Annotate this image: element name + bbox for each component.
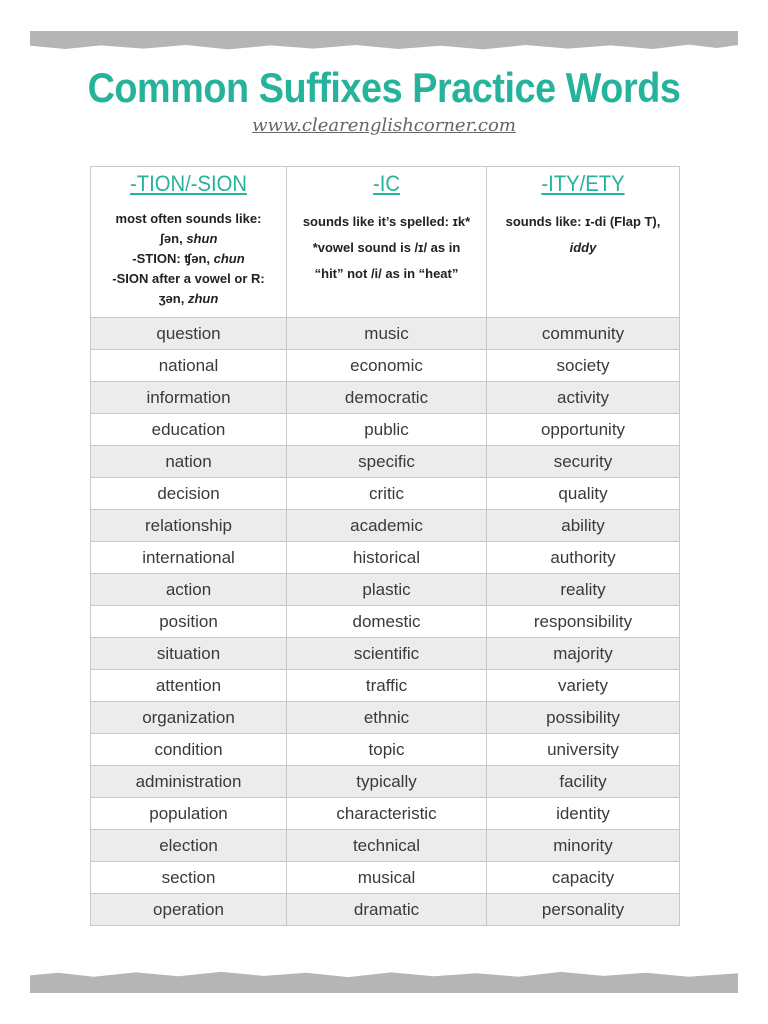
pronunciation-note [487, 209, 679, 261]
note-line: sounds like: ɪ-di (Flap T), [505, 214, 661, 229]
word-cell: reality [487, 574, 680, 606]
word-cell: historical [287, 542, 487, 574]
table-row [91, 734, 680, 766]
page-title: Common Suffixes Practice Words [87, 64, 681, 111]
word-cell: characteristic [287, 798, 487, 830]
word-cell: question [91, 318, 287, 350]
word-cell: musical [287, 862, 487, 894]
table-row [91, 318, 680, 350]
word-cell: international [91, 542, 287, 574]
table-row [91, 638, 680, 670]
word-cell: public [287, 414, 487, 446]
word-cell: decision [91, 478, 287, 510]
website-link[interactable]: www.clearenglishcorner.com [252, 115, 516, 136]
table-row [91, 606, 680, 638]
word-cell: scientific [287, 638, 487, 670]
word-rows [91, 318, 680, 926]
note-line: iddy [569, 240, 597, 255]
pronunciation-note [91, 209, 286, 309]
word-cell: academic [287, 510, 487, 542]
word-cell: dramatic [287, 894, 487, 926]
word-cell: information [91, 382, 287, 414]
word-cell: topic [287, 734, 487, 766]
word-cell: domestic [287, 606, 487, 638]
table-row [91, 894, 680, 926]
table-row [91, 574, 680, 606]
word-cell: traffic [287, 670, 487, 702]
word-cell: position [91, 606, 287, 638]
table-row [91, 862, 680, 894]
word-cell: activity [487, 382, 680, 414]
word-cell: ability [487, 510, 680, 542]
word-cell: security [487, 446, 680, 478]
word-cell: majority [487, 638, 680, 670]
word-cell: election [91, 830, 287, 862]
header-cell-ity-ety [487, 167, 680, 318]
word-cell: variety [487, 670, 680, 702]
word-cell: population [91, 798, 287, 830]
word-cell: technical [287, 830, 487, 862]
note-line: sounds like it’s spelled: ɪk* [302, 214, 471, 229]
table-row [91, 414, 680, 446]
word-cell: authority [487, 542, 680, 574]
word-cell: community [487, 318, 680, 350]
word-cell: nation [91, 446, 287, 478]
word-cell: music [287, 318, 487, 350]
suffix-table [90, 166, 680, 926]
table-row [91, 350, 680, 382]
word-cell: society [487, 350, 680, 382]
word-cell: action [91, 574, 287, 606]
table-row [91, 510, 680, 542]
table-row [91, 830, 680, 862]
table-row [91, 766, 680, 798]
word-cell: section [91, 862, 287, 894]
word-cell: administration [91, 766, 287, 798]
word-cell: personality [487, 894, 680, 926]
word-cell: ethnic [287, 702, 487, 734]
note-line: most often sounds like: [115, 211, 262, 226]
torn-paper-bottom-border [30, 971, 738, 993]
word-cell: critic [287, 478, 487, 510]
word-cell: opportunity [487, 414, 680, 446]
word-cell: minority [487, 830, 680, 862]
word-cell: typically [287, 766, 487, 798]
word-cell: plastic [287, 574, 487, 606]
note-line: -STION: ʧən, chun [132, 251, 245, 266]
word-cell: democratic [287, 382, 487, 414]
word-cell: attention [91, 670, 287, 702]
table-row [91, 446, 680, 478]
word-cell: identity [487, 798, 680, 830]
note-line: -SION after a vowel or R: [112, 271, 265, 286]
word-cell: capacity [487, 862, 680, 894]
word-cell: operation [91, 894, 287, 926]
header-cell-tion-sion [91, 167, 287, 318]
word-cell: possibility [487, 702, 680, 734]
note-line: “hit” not /i/ as in “heat” [314, 266, 459, 281]
table-row [91, 670, 680, 702]
word-cell: responsibility [487, 606, 680, 638]
torn-paper-top-border [30, 31, 738, 51]
word-cell: quality [487, 478, 680, 510]
table-row [91, 382, 680, 414]
table-row [91, 702, 680, 734]
word-cell: education [91, 414, 287, 446]
word-cell: national [91, 350, 287, 382]
word-cell: situation [91, 638, 287, 670]
word-cell: economic [287, 350, 487, 382]
table-header-row [91, 167, 680, 318]
column-heading: -ITY/ETY [541, 171, 625, 196]
table-row [91, 542, 680, 574]
note-line: *vowel sound is /ɪ/ as in [312, 240, 461, 255]
pronunciation-note [287, 209, 486, 287]
word-cell: relationship [91, 510, 287, 542]
word-cell: condition [91, 734, 287, 766]
column-heading: -IC [373, 171, 400, 196]
header-cell-ic [287, 167, 487, 318]
note-line: ʒən, zhun [158, 291, 219, 306]
word-cell: university [487, 734, 680, 766]
word-cell: facility [487, 766, 680, 798]
word-cell: specific [287, 446, 487, 478]
table-row [91, 478, 680, 510]
column-heading: -TION/-SION [130, 171, 247, 196]
word-cell: organization [91, 702, 287, 734]
note-line: ʃən, shun [159, 231, 218, 246]
table-row [91, 798, 680, 830]
